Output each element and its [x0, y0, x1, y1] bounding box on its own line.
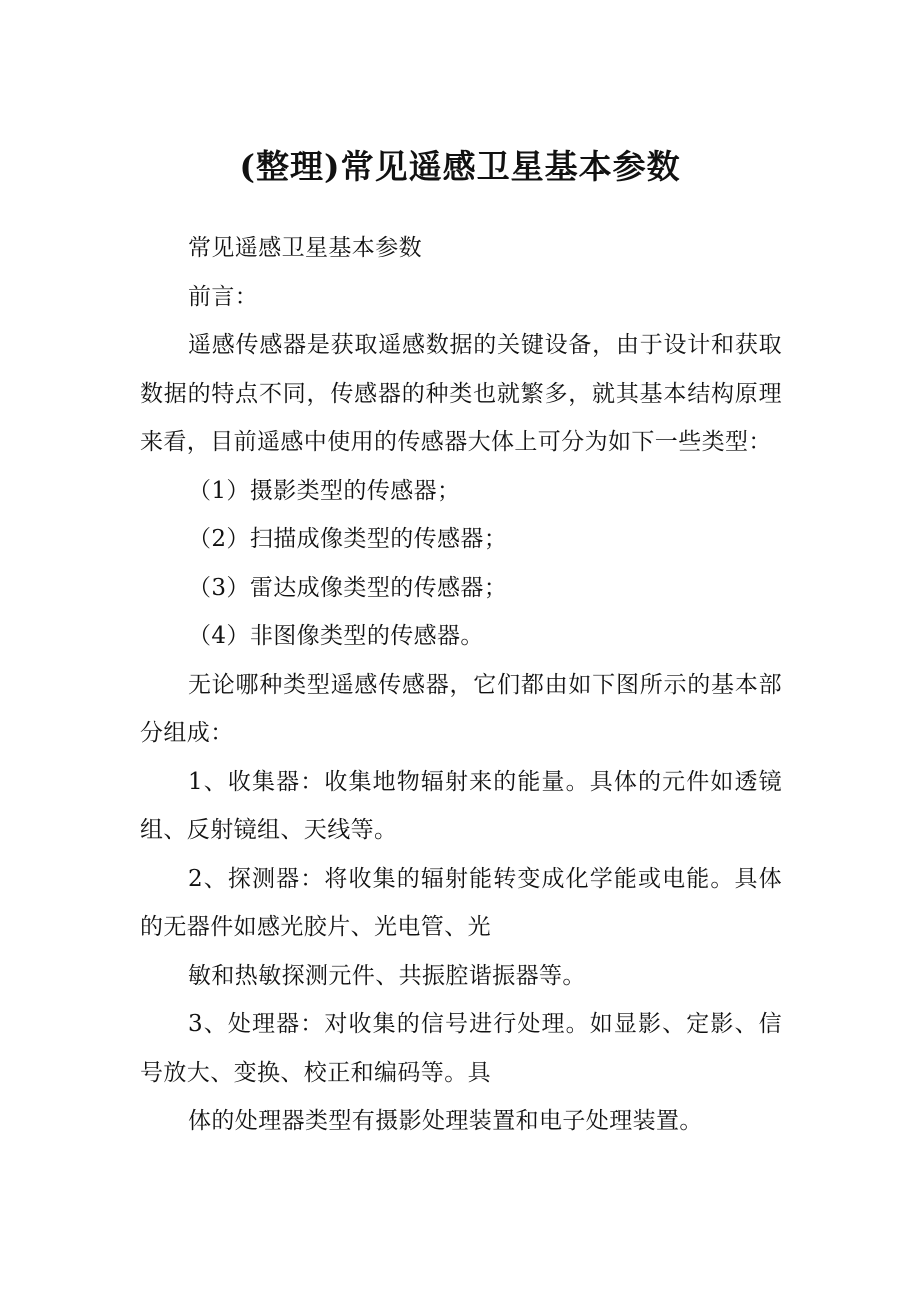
sensor-type-item: （2）扫描成像类型的传感器； — [188, 526, 508, 552]
document-title: (整理)常见遥感卫星基本参数 — [239, 147, 681, 186]
subtitle-paragraph: 常见遥感卫星基本参数 — [188, 235, 422, 261]
intro-paragraph: 遥感传感器是获取遥感数据的关键设备，由于设计和获取数据的特点不同，传感器的种类也就繁多，就其基本结构原理来看，目前遥感中使用的传感器大体上可分为如下一些类型： — [140, 332, 782, 455]
processor-paragraph: 3、处理器：对收集的信号进行处理。如显影、定影、信号放大、变换、校正和编码等。具 — [140, 1011, 782, 1086]
sensor-type-item: （3）雷达成像类型的传感器； — [188, 574, 508, 601]
detector-continuation: 敏和热敏探测元件、共振腔谐振器等。 — [188, 962, 586, 989]
collector-paragraph: 1、收集器：收集地物辐射来的能量。具体的元件如透镜组、反射镜组、天线等。 — [140, 768, 782, 843]
processor-continuation: 体的处理器类型有摄影处理装置和电子处理装置。 — [188, 1108, 703, 1134]
preface-heading: 前言： — [188, 283, 259, 310]
sensor-type-item: （1）摄影类型的传感器； — [188, 477, 461, 504]
detector-paragraph: 2、探测器：将收集的辐射能转变成化学能或电能。具体的无器件如感光胶片、光电管、光 — [140, 865, 782, 940]
sensor-type-item: （4）非图像类型的传感器。 — [188, 623, 484, 649]
document-body — [140, 224, 782, 1146]
components-intro-paragraph: 无论哪种类型遥感传感器，它们都由如下图所示的基本部分组成： — [140, 671, 782, 746]
